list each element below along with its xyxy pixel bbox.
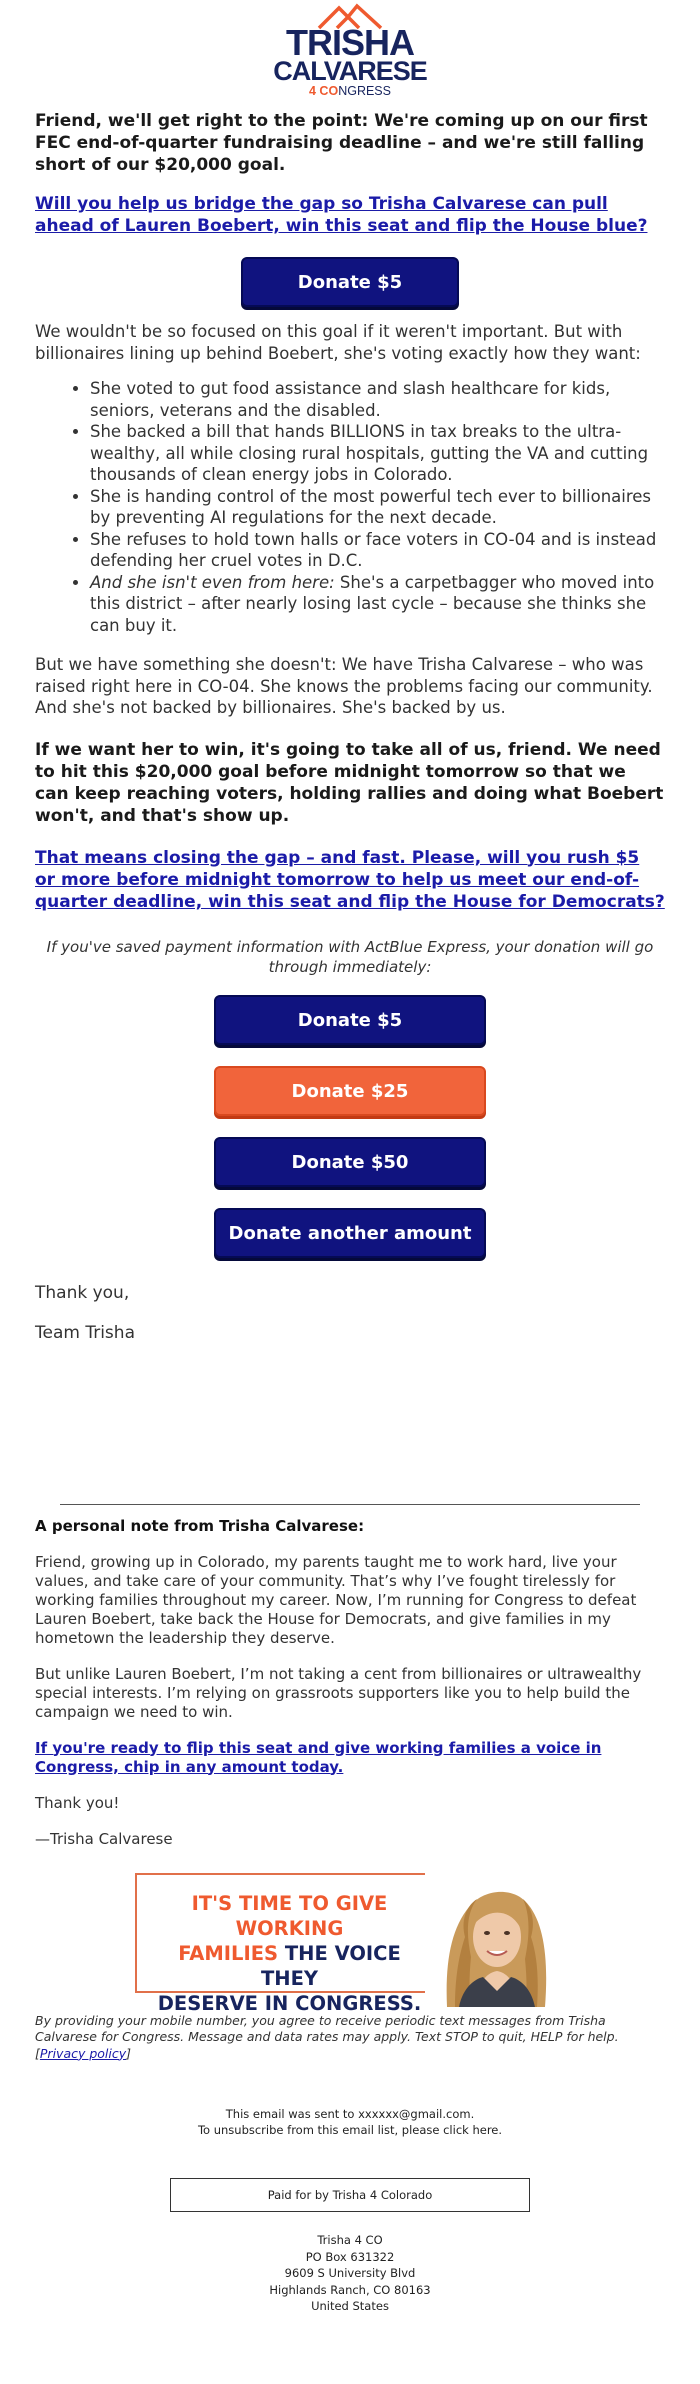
logo-rest: NGRESS — [338, 83, 391, 98]
unsubscribe-link[interactable]: To unsubscribe from this email list, please click here. — [197, 2123, 503, 2137]
personal-note-paragraph-2: But unlike Lauren Boebert, I’m not taking a cent from billionaires or ultrawealthy special interests. I’m relying on grassroots supporters like you to help build the campaign we need to win. — [35, 1664, 642, 1721]
paid-for-box: Paid for by Trisha 4 Colorado — [170, 2178, 530, 2212]
list-item: • She refuses to hold town halls or face voters in CO-04 and is instead defending her cruel votes in D.C. — [90, 529, 665, 572]
email-body — [35, 0, 665, 2315]
personal-note-thanks: Thank you! — [35, 1793, 120, 1812]
address-line: United States — [311, 2299, 389, 2313]
closing-team: Team Trisha — [35, 1322, 135, 1343]
address-line: Trisha 4 CO — [317, 2233, 383, 2247]
list-item — [90, 572, 665, 637]
address-line: 9609 S University Blvd — [284, 2266, 416, 2280]
list-item: • She voted to gut food assistance and slash healthcare for kids, seniors, veterans and the disabled. — [90, 378, 665, 421]
body-paragraph-2: But we have something she doesn't: We have Trisha Calvarese – who was raised right here in CO-04. She knows the problems facing our community. And she's not backed by billionaires. She's backed by us. — [35, 655, 653, 717]
personal-note-paragraph-1: Friend, growing up in Colorado, my parents taught me to work hard, live your values, and take care of your community. That’s why I’ve fought tirelessly for working families throughout my career. Now, I’m running for Congress to defeat Lauren Boebert, take back the House for Democrats, and give families in my hometown the leadership they deserve. — [35, 1552, 637, 1647]
sms-disclaimer-close: ] — [126, 2045, 132, 2061]
intro-donate-link[interactable]: Will you help us bridge the gap so Trisha Calvarese can pull ahead of Lauren Boebert, win this seat and flip the House blue? — [35, 194, 648, 236]
rush-donate-link[interactable]: That means closing the gap – and fast. Please, will you rush $5 or more before midnight tomorrow to help us meet our end-of-quarter deadline, win this seat and flip the House for Democrats? — [35, 847, 665, 912]
campaign-logo — [35, 0, 665, 108]
banner-line-3: DESERVE IN CONGRESS. — [157, 1991, 422, 2015]
candidate-photo — [425, 1867, 565, 2007]
mailing-address — [35, 2232, 665, 2315]
banner-text — [147, 1891, 432, 2016]
banner-line-2b: THE VOICE THEY — [260, 1941, 401, 1990]
boebert-record-list — [35, 378, 665, 636]
list-item-italic: And she isn't even from here: — [90, 572, 335, 592]
banner-line-1: IT'S TIME TO GIVE WORKING — [191, 1891, 388, 1940]
list-item-rest: She's a carpetbagger who moved into this district – after nearly losing last cycle – because she thinks she can buy it. — [90, 572, 655, 635]
donate-25-button[interactable]: Donate $25 — [214, 1066, 486, 1116]
personal-note-heading: A personal note from Trisha Calvarese: — [35, 1516, 365, 1535]
logo-line-1: TRISHA — [286, 22, 414, 63]
donate-5-button[interactable]: Donate $5 — [214, 995, 486, 1045]
address-line: Highlands Ranch, CO 80163 — [269, 2282, 431, 2297]
donate-other-amount-button[interactable]: Donate another amount — [214, 1208, 486, 1258]
personal-note-signature: —Trisha Calvarese — [35, 1829, 173, 1848]
actblue-express-note: If you've saved payment information with ActBlue Express, your donation will go through immediately: — [46, 937, 654, 976]
list-item: • She is handing control of the most powerful tech ever to billionaires by preventing AI regulations for the next decade. — [90, 486, 665, 529]
logo-number: 4 CO — [309, 83, 339, 98]
lead-paragraph: Friend, we'll get right to the point: We're coming up on our first FEC end-of-quarter fundraising deadline – and we're still falling short of our $20,000 goal. — [35, 111, 648, 175]
list-item: • She backed a bill that hands BILLIONS in tax breaks to the ultra-wealthy, all while closing rural hospitals, gutting the VA and cutting thousands of clean energy jobs in Colorado. — [90, 421, 665, 486]
body-paragraph-3: If we want her to win, it's going to take all of us, friend. We need to hit this $20,000 goal before midnight tomorrow so that we can keep reaching voters, holding rallies and doing what Boebert won't, and that's show up. — [35, 739, 664, 826]
sms-disclaimer-text: By providing your mobile number, you agree to receive periodic text messages from Trisha Calvarese for Congress. Message and data rates may apply. Text STOP to quit, HELP for help. [ — [35, 2012, 619, 2061]
personal-note-donate-link[interactable]: If you're ready to flip this seat and give working families a voice in Congress, chip in any amount today. — [35, 1738, 602, 1776]
logo-line-2: CALVARESE — [273, 56, 427, 87]
campaign-banner[interactable] — [135, 1867, 565, 2015]
logo-line-3 — [35, 84, 665, 99]
sms-disclaimer — [35, 2013, 665, 2063]
closing-thanks: Thank you, — [35, 1282, 130, 1303]
donate-50-button[interactable]: Donate $50 — [214, 1137, 486, 1187]
donate-5-top-button[interactable]: Donate $5 — [241, 257, 459, 307]
body-paragraph-1: We wouldn't be so focused on this goal if it weren't important. But with billionaires lining up behind Boebert, she's voting exactly how they want: — [35, 322, 641, 363]
banner-line-2a: FAMILIES — [178, 1941, 279, 1965]
sent-to-notice: This email was sent to xxxxxx@gmail.com. — [225, 2107, 475, 2121]
privacy-policy-link[interactable]: Privacy policy — [39, 2045, 127, 2061]
address-line: PO Box 631322 — [305, 2249, 395, 2264]
